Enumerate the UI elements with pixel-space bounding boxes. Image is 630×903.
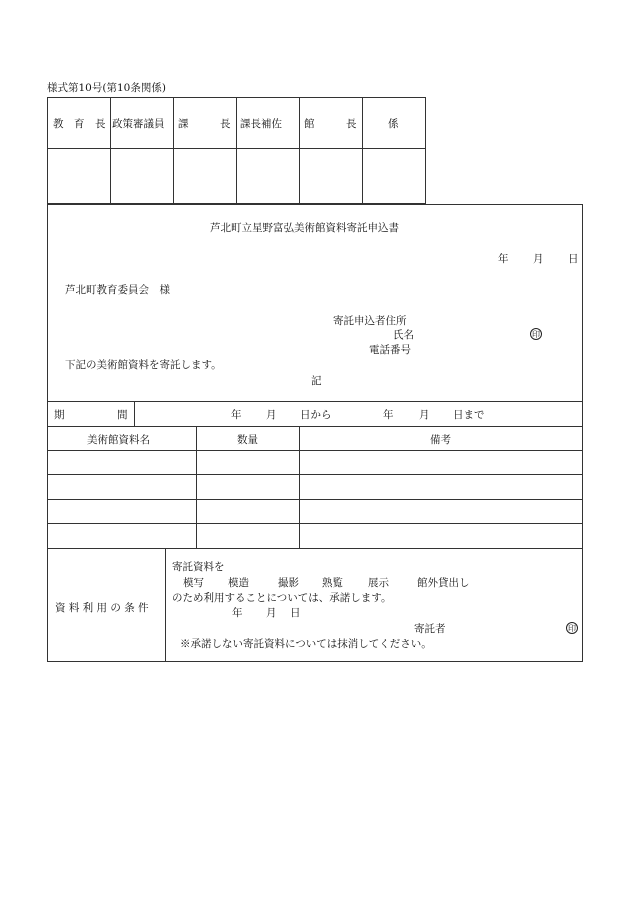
use-option-replica[interactable]: 模造 bbox=[228, 577, 249, 589]
use-option-photograph[interactable]: 撮影 bbox=[278, 577, 299, 589]
period-from-year: 年 bbox=[231, 409, 242, 421]
conditions-line3: のため利用することについては、承諾します。 bbox=[172, 592, 392, 604]
use-option-copy[interactable]: 模写 bbox=[183, 577, 204, 589]
form-title: 芦北町立星野富弘美術館資料寄託申込書 bbox=[210, 222, 399, 234]
period-label-b: 間 bbox=[117, 409, 128, 421]
ki-heading: 記 bbox=[311, 375, 322, 387]
period-from-day: 日から bbox=[300, 409, 332, 421]
use-option-exhibition[interactable]: 展示 bbox=[368, 577, 389, 589]
date-day-label: 日 bbox=[568, 253, 579, 265]
approval-header-policy-councilor: 政策審議員 bbox=[112, 118, 165, 130]
table-row[interactable] bbox=[48, 475, 582, 498]
addressee: 芦北町教育委員会 様 bbox=[65, 284, 170, 296]
items-header-remarks: 備考 bbox=[430, 434, 451, 446]
seal-icon: 印 bbox=[532, 330, 540, 339]
table-row[interactable] bbox=[48, 451, 582, 473]
seal-icon: 印 bbox=[568, 624, 576, 633]
intro-text: 下記の美術館資料を寄託します。 bbox=[65, 359, 222, 371]
approval-stamp-cell[interactable] bbox=[48, 149, 109, 203]
conditions-note: ※承諾しない寄託資料については抹消してください。 bbox=[180, 638, 432, 650]
applicant-name-label: 氏名 bbox=[393, 329, 414, 341]
approval-header-deputy-chief: 課長補佐 bbox=[240, 118, 282, 130]
conditions-date-year: 年 bbox=[232, 607, 243, 619]
approval-stamp-cell[interactable] bbox=[363, 149, 425, 203]
date-month-label: 月 bbox=[533, 253, 544, 265]
period-to-day: 日まで bbox=[453, 409, 485, 421]
conditions-date-month: 月 bbox=[266, 607, 277, 619]
table-row[interactable] bbox=[48, 524, 582, 547]
applicant-address-label: 寄託申込者住所 bbox=[333, 315, 407, 327]
applicant-phone-label: 電話番号 bbox=[369, 344, 411, 356]
date-year-label: 年 bbox=[498, 253, 509, 265]
conditions-line1: 寄託資料を bbox=[172, 561, 225, 573]
depositor-label: 寄託者 bbox=[414, 623, 446, 635]
approval-header-section-chief: 課 長 bbox=[178, 118, 231, 130]
approval-header-staff: 係 bbox=[388, 118, 399, 130]
approval-stamp-cell[interactable] bbox=[174, 149, 235, 203]
approval-header-superintendent: 教 育 長 bbox=[53, 118, 106, 130]
items-bottom-border bbox=[47, 548, 583, 549]
approval-stamp-cell[interactable] bbox=[300, 149, 361, 203]
period-col-divider bbox=[134, 401, 135, 426]
use-option-viewing[interactable]: 熟覧 bbox=[322, 577, 343, 589]
items-header-name: 美術館資料名 bbox=[87, 434, 150, 446]
period-to-year: 年 bbox=[383, 409, 394, 421]
approval-header-museum-director: 館 長 bbox=[304, 118, 357, 130]
items-header-quantity: 数量 bbox=[237, 434, 258, 446]
conditions-date-day: 日 bbox=[290, 607, 301, 619]
use-option-external-loan[interactable]: 館外貸出し bbox=[417, 577, 470, 589]
period-label-a: 期 bbox=[54, 409, 65, 421]
form-number: 様式第10号(第10条関係) bbox=[47, 82, 166, 94]
period-from-month: 月 bbox=[266, 409, 277, 421]
approval-stamp-cell[interactable] bbox=[111, 149, 172, 203]
conditions-label: 資 料 利 用 の 条 件 bbox=[55, 602, 149, 614]
conditions-col-divider bbox=[165, 548, 166, 662]
period-to-month: 月 bbox=[419, 409, 430, 421]
period-top-border bbox=[47, 401, 583, 402]
table-row[interactable] bbox=[48, 500, 582, 522]
approval-stamp-cell[interactable] bbox=[237, 149, 298, 203]
items-header-top bbox=[47, 426, 583, 427]
